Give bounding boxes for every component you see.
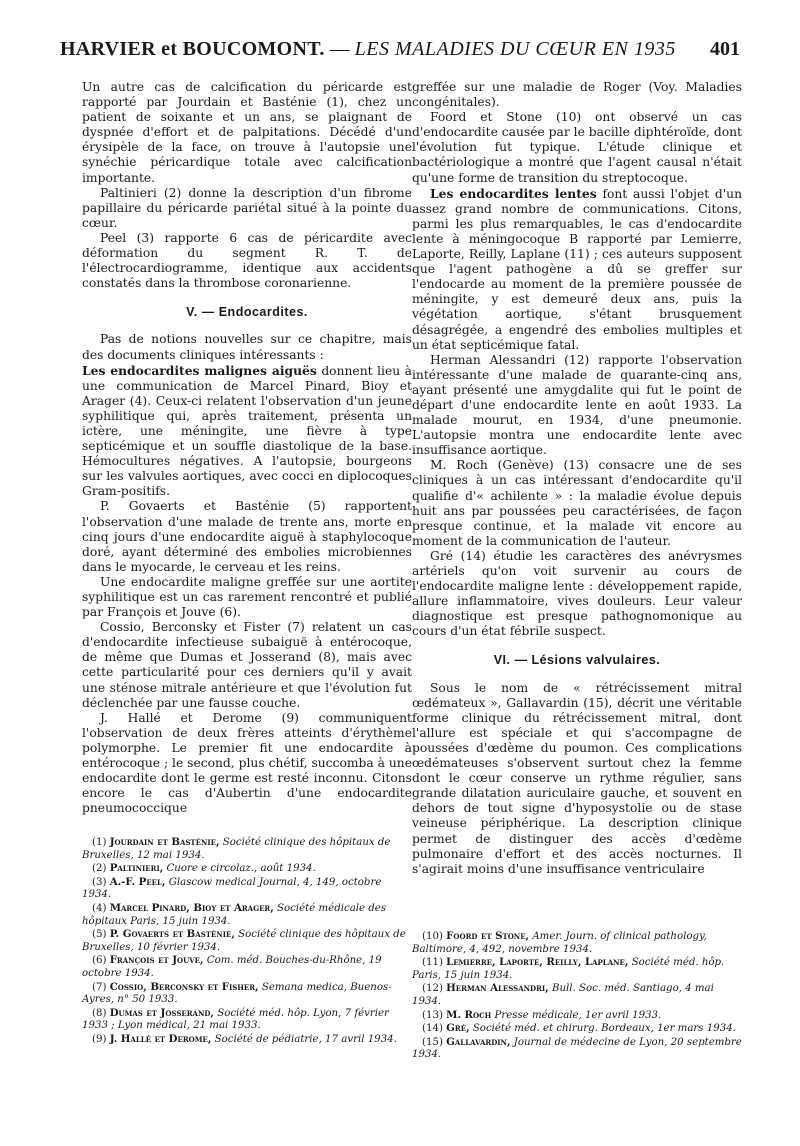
section-title-endocardites: V. — Endocardites. [186, 305, 308, 320]
paragraph-with-bold-lead [412, 186, 742, 353]
paragraph: Gré (14) étudie les caractères des anévrysmes artériels qu'on voit survenir au cours de l'endocardite maligne lente : développement rapide, allure inflammatoire, vives douleurs. Leur valeur diagnostique est presque pathognomonique au cours d'un état fébrile suspect. [412, 548, 742, 639]
footnote [82, 862, 412, 876]
header-title: LES MALADIES DU CŒUR EN 1935 [354, 38, 676, 60]
footnote-number: (5) [92, 929, 107, 941]
footnote-number: (12) [422, 983, 443, 995]
right-column [412, 80, 742, 877]
footnote-number: (9) [92, 1033, 107, 1045]
footnote-number: (14) [422, 1023, 443, 1035]
footnote [82, 928, 412, 954]
footnote-number: (3) [92, 876, 107, 888]
header-separator: — [329, 38, 350, 60]
footnote-author: M. Roch [446, 1008, 492, 1021]
bold-lead: Les endocardites lentes [430, 185, 597, 201]
footnote [82, 954, 412, 980]
footnote-author: Dumas et Josserand, [109, 1006, 214, 1019]
footnote [412, 930, 742, 956]
footnote-number: (4) [92, 902, 107, 914]
footnote-source: Com. méd. Bouches-du-Rhône, 19 octobre 1934. [82, 955, 382, 979]
footnote-author: Jourdain et Basténie, [109, 836, 220, 848]
paragraph: M. Roch (Genève) (13) consacre une de ses cliniques à un cas intéressant d'endocardite qu'il qualifie d'« achilente » : la maladie évolue depuis huit ans par poussées peu caractérisées, de façon presque continue, et la malade vit encore au moment de la communication de l'auteur. [412, 458, 742, 548]
footnote-source: Société clinique des hôpitaux de Bruxelles, 12 mai 1934. [82, 837, 391, 861]
paragraph: Un autre cas de calcification du péricarde est rapporté par Jourdain et Basténie (1), chez un patient de soixante et un ans, se plaignant de dyspnée d'effort et de palpitations. Décédé d'un érysipèle de la face, on trouve à l'autopsie une synéchie péricardique totale avec calcification importante. [82, 80, 412, 185]
paragraph: Paltinieri (2) donne la description d'un fibrome papillaire du péricarde pariétal situé à la pointe du cœur. [82, 185, 412, 230]
footnote-author: Herman Alessandri, [446, 982, 549, 995]
footnote-author: Foord et Stone, [446, 930, 530, 942]
footnote [82, 902, 412, 928]
footnote-source: Cuore e circolaz., août 1934. [166, 863, 316, 875]
footnote [412, 1009, 742, 1023]
footnote [82, 876, 412, 902]
paragraph-rest: donnent lieu à une communication de Marcel Pinard, Bioy et Arager (4). Ceux-ci relatent l'observation d'un jeune syphilitique qui, après traitement, présenta un ictère, une méningite, une fièvre à type septicémique et un souffle diastolique de la base. Hémocultures négatives. A l'autopsie, bourgeons sur les valvules aortiques, avec cocci en diplocoques Gram-positifs. [82, 363, 412, 499]
footnote [82, 1007, 412, 1033]
paragraph-rest: font aussi l'objet d'un assez grand nombre de communications. Citons, parmi les plus remarquables, le cas d'endocardite lente à méningocoque B rapporté par Lemierre, Laporte, Reilly, Laplane (11) ; ces auteurs supposent que l'agent pathogène a dû se greffer sur l'endocarde au moment de la première poussée de méningite, y est demeuré deux ans, puis la végétation aortique, s'étant brusquement désagrégée, a engendré des embolies multiples et un état septicémique fatal. [412, 186, 742, 352]
footnote-author: Marcel Pinard, Bioy et Arager, [109, 901, 274, 914]
footnote-source: Presse médicale, 1er avril 1933. [494, 1009, 662, 1021]
footnote-source: Société médicale des hôpitaux Paris, 15 juin 1934. [82, 902, 387, 927]
footnote-number: (6) [92, 955, 107, 967]
footnote-number: (2) [92, 863, 107, 875]
footnote-source: Amer. Journ. of clinical pathology, Baltimore, 4, 492, novembre 1934. [412, 931, 707, 955]
footnote [412, 1036, 742, 1062]
paragraph-with-bold-lead [82, 363, 412, 500]
paragraph: Herman Alessandri (12) rapporte l'observation intéressante d'une malade de quarante-cinq ans, ayant présenté une amygdalite qui fut le point de départ d'une endocardite lente en août 1933. La malade mourut, en 1934, d'une pneumonie. L'autopsie montra une endocardite lente avec insuffisance aortique. [412, 352, 742, 458]
paragraph: Une endocardite maligne greffée sur une aortite syphilitique est un cas rarement rencontré et publié par François et Jouve (6). [82, 574, 412, 620]
paragraph: Foord et Stone (10) ont observé un cas d'endocardite causée par le bacille diphtéroïde, dont l'évolution fut typique. L'étude clinique et bactériologique a montré que l'agent causal n'était qu'une forme de transition du streptocoque. [412, 110, 742, 185]
footnote-author: P. Govaerts et Basténie, [109, 928, 235, 941]
footnote-author: Gallavardin, [446, 1035, 511, 1048]
footnote-number: (8) [92, 1007, 107, 1019]
footnote-author: J. Hallé et Derome, [109, 1032, 212, 1045]
paragraph: J. Hallé et Derome (9) communiquent l'observation de deux frères atteints d'érythème polymorphe. Le premier fit une endocardite à entérocoque ; le second, plus chétif, succomba à une endocardite dont le germe est resté inconnu. Citons encore le cas d'Aubertin d'une endocardite pneumococcique [82, 710, 412, 816]
paragraph: P. Govaerts et Basténie (5) rapportent l'observation d'une malade de trente ans, morte en cinq jours d'une endocardite aiguë à staphylocoque doré, ayant déterminé des embolies microbiennes dans le myocarde, le cerveau et les reins. [82, 499, 412, 574]
paragraph: Pas de notions nouvelles sur ce chapitre, mais des documents cliniques intéressants : [82, 332, 412, 362]
footnote-source: Société méd. hôp. Lyon, 7 février 1933 ; Lyon médical, 21 mai 1933. [82, 1007, 389, 1032]
footnote [412, 956, 742, 982]
footnote-source: Société méd. hôp. Paris, 15 juin 1934. [412, 957, 725, 981]
footnote-number: (11) [422, 957, 443, 969]
footnote-source: Société méd. et chirurg. Bordeaux, 1er mars 1934. [472, 1023, 736, 1035]
footnote-source: Société clinique des hôpitaux de Bruxelles, 10 février 1934. [82, 929, 406, 953]
footnote-author: François et Jouve, [109, 954, 204, 967]
bold-lead: Les endocardites malignes aiguës [82, 362, 317, 378]
section-title-lesions-valvulaires: VI. — Lésions valvulaires. [493, 653, 661, 668]
footnote-author: Lemierre, Laporte, Reilly, Laplane, [446, 956, 629, 969]
footnote-source: Semana medica, Buenos-Ayres, n° 50 1933. [82, 981, 392, 1006]
footnote-number: (1) [92, 837, 107, 848]
right-footnotes [412, 930, 742, 1062]
footnote-source: Bull. Soc. méd. Santiago, 4 mai 1934. [412, 983, 714, 1007]
header-authors: HARVIER et BOUCOMONT. [60, 38, 325, 60]
footnote-author: Paltinieri, [109, 862, 164, 875]
footnote-source: Journal de médecine de Lyon, 20 septembre 1934. [412, 1036, 742, 1061]
footnote [412, 1022, 742, 1036]
left-footnotes [82, 836, 412, 1047]
footnote [82, 1033, 412, 1047]
footnote-number: (7) [92, 981, 107, 993]
paragraph: Sous le nom de « rétrécissement mitral œdémateux », Gallavardin (15), décrit une véritable forme clinique du rétrécissement mitral, dont l'allure est spéciale et qui s'accompagne de poussées d'œdème du poumon. Ces complications œdémateuses s'observent surtout chez la femme dont le cœur conserve un rythme régulier, sans grande dilatation auriculaire gauche, et souvent en dehors de tout signe d'hyposystolie ou de stase veineuse périphérique. La description clinique permet de distinguer des accès d'œdème pulmonaire d'effort et des accès nocturnes. Il s'agirait moins d'une insuffisance ventriculaire [412, 680, 742, 876]
left-column [82, 80, 412, 816]
running-header [60, 38, 740, 70]
footnote-number: (13) [422, 1009, 443, 1021]
footnote [82, 981, 412, 1007]
footnote-author: Gré, [446, 1022, 470, 1035]
footnote [412, 982, 742, 1008]
paragraph: greffée sur une maladie de Roger (Voy. Maladies congénitales). [412, 80, 742, 110]
footnote-source: Glascow medical Journal, 4, 149, octobre 1934. [82, 876, 382, 901]
footnote-author: A.-F. Peel, [109, 875, 166, 888]
paragraph: Cossio, Berconsky et Fister (7) relatent un cas d'endocardite infectieuse subaiguë à entérocoque, de même que Dumas et Josserand (8), mais avec cette particularité pour ces derniers qu'il y avait une sténose mitrale antérieure et que l'évolution fut déclenchée par une fausse couche. [82, 620, 412, 710]
paragraph: Peel (3) rapporte 6 cas de péricardite avec déformation du segment R. T. de l'électrocardiogramme, identique aux accidents constatés dans la thrombose coronarienne. [82, 230, 412, 291]
footnote-source: Société de pédiatrie, 17 avril 1934. [214, 1033, 397, 1045]
footnote [82, 836, 412, 862]
page-number: 401 [710, 38, 740, 60]
footnote-number: (15) [422, 1036, 443, 1048]
footnote-author: Cossio, Berconsky et Fisher, [109, 980, 259, 993]
footnote-number: (10) [422, 931, 443, 942]
